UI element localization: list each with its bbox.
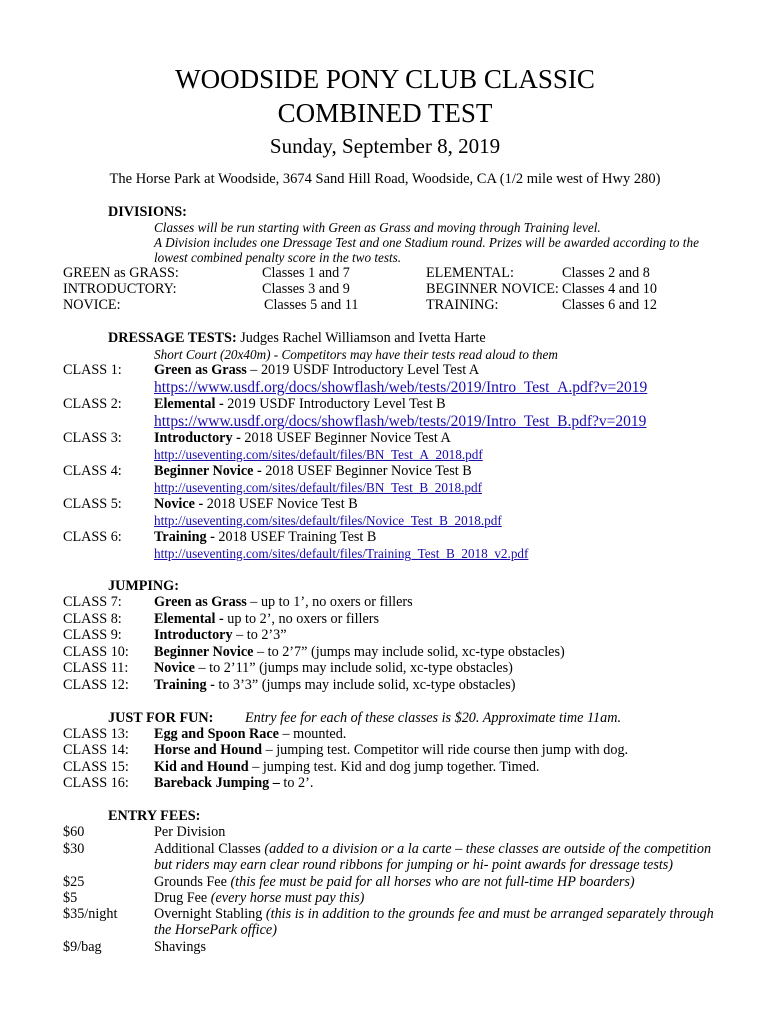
title-line-2: COMBINED TEST [277,98,493,128]
class-level: Training - [154,677,215,693]
class-description [154,660,513,677]
fees-heading: ENTRY FEES: [108,808,201,824]
dressage-heading: DRESSAGE TESTS: [108,330,237,346]
fee-amount: $5 [63,890,78,906]
class-description [154,742,628,759]
class-level: Green as Grass [154,594,247,610]
class-detail: – mounted. [278,726,347,742]
class-label: CLASS 2: [63,396,122,412]
class-height: to 3’3” (jumps may include solid, xc-type obstacles) [214,677,516,693]
class-description [154,396,446,413]
division-name: NOVICE: [63,297,121,313]
divisions-note-1: Classes will be run starting with Green as Grass and moving through Training level. [154,220,601,235]
division-name: BEGINNER NOVICE: [426,281,559,297]
class-level: Egg and Spoon Race [154,726,279,742]
fee-description [154,890,364,907]
division-classes: Classes 6 and 12 [562,297,657,313]
class-description [154,611,379,628]
class-description [154,775,313,792]
dressage-test-link[interactable]: https://www.usdf.org/docs/showflash/web/tests/2019/Intro_Test_A.pdf?v=2019 [154,379,648,396]
class-label: CLASS 10: [63,644,129,660]
fee-note-continued: but riders may earn clear round ribbons for jumping or hi- point awards for dressage tests) [154,857,674,873]
fee-note: (this fee must be paid for all horses who are not full-time HP boarders) [230,874,635,890]
fee-name: Shavings [154,939,207,955]
fee-description [154,939,206,956]
class-level: Introductory - [154,430,241,446]
dressage-test-link[interactable]: https://www.usdf.org/docs/showflash/web/tests/2019/Intro_Test_B.pdf?v=2019 [154,413,647,430]
class-label: CLASS 1: [63,362,122,378]
dressage-note: Short Court (20x40m) - Competitors may have their tests read aloud to them [154,347,558,362]
class-height: – to 2’3” [232,627,287,643]
class-level: Introductory [154,627,233,643]
venue-address: The Horse Park at Woodside, 3674 Sand Hill Road, Woodside, CA (1/2 mile west of Hwy 280) [109,171,661,187]
class-level: Beginner Novice [154,644,254,660]
class-test: 2018 USEF Beginner Novice Test A [240,430,451,446]
class-description [154,496,358,513]
dressage-heading-line [108,330,486,347]
divisions-heading: DIVISIONS: [108,204,187,220]
dressage-judges: Judges Rachel Williamson and Ivetta Harte [240,330,486,346]
class-label: CLASS 9: [63,627,122,643]
class-level: Horse and Hound [154,742,263,758]
division-classes: Classes 2 and 8 [562,265,650,281]
division-name: INTRODUCTORY: [63,281,177,297]
class-height: – to 2’11” (jumps may include solid, xc-type obstacles) [194,660,513,676]
dressage-test-link[interactable]: http://useventing.com/sites/default/files/BN_Test_A_2018.pdf [154,447,483,462]
division-name: GREEN as GRASS: [63,265,179,281]
fee-name: Drug Fee [154,890,211,906]
class-description [154,594,413,611]
class-test: – 2019 USDF Introductory Level Test A [246,362,480,378]
class-level: Kid and Hound [154,759,249,775]
fee-name: Overnight Stabling [154,906,266,922]
class-label: CLASS 5: [63,496,122,512]
class-description [154,430,451,447]
class-description [154,726,346,743]
class-label: CLASS 12: [63,677,129,693]
fee-amount: $60 [63,824,85,840]
fee-note: (this is in addition to the grounds fee and must be arranged separately through [265,906,714,922]
dressage-test-link[interactable]: http://useventing.com/sites/default/files/Novice_Test_B_2018.pdf [154,513,502,528]
class-level: Novice - [154,496,204,512]
class-description [154,677,515,694]
jumping-heading: JUMPING: [108,578,179,594]
class-label: CLASS 13: [63,726,129,742]
title-line-1: WOODSIDE PONY CLUB CLASSIC [175,64,595,94]
fee-name: Per Division [154,824,226,840]
class-detail: – jumping test. Kid and dog jump together. Timed. [248,759,540,775]
fee-note: (added to a division or a la carte – these classes are outside of the competition [264,841,712,857]
fee-amount: $25 [63,874,85,890]
fee-description [154,824,225,841]
fee-note-continued: the HorsePark office) [154,922,277,938]
fee-note: (every horse must pay this) [210,890,365,906]
class-description [154,627,287,644]
division-classes: Classes 1 and 7 [262,265,350,281]
class-description [154,759,539,776]
class-label: CLASS 4: [63,463,122,479]
class-level: Training - [154,529,215,545]
class-label: CLASS 3: [63,430,122,446]
class-label: CLASS 11: [63,660,129,676]
fee-name: Grounds Fee [154,874,231,890]
event-date: Sunday, September 8, 2019 [269,134,501,158]
class-level: Novice [154,660,195,676]
class-height: – up to 1’, no oxers or fillers [246,594,413,610]
division-classes: Classes 3 and 9 [262,281,350,297]
class-level: Bareback Jumping – [154,775,280,791]
class-description [154,463,472,480]
class-level: Elemental - [154,396,224,412]
class-label: CLASS 16: [63,775,129,791]
division-name: TRAINING: [426,297,499,313]
class-test: 2018 USEF Beginner Novice Test B [261,463,472,479]
divisions-note-2: A Division includes one Dressage Test and one Stadium round. Prizes will be awarded according to the [154,235,699,250]
fee-description [154,874,635,891]
class-label: CLASS 7: [63,594,122,610]
fee-description [154,841,711,858]
fun-note: Entry fee for each of these classes is $20. Approximate time 11am. [245,710,622,726]
class-test: 2018 USEF Training Test B [214,529,377,545]
fee-amount: $9/bag [63,939,102,955]
class-description [154,529,376,546]
division-classes: Classes 4 and 10 [562,281,657,297]
class-description [154,644,565,661]
class-level: Elemental - [154,611,224,627]
fee-name: Additional Classes [154,841,265,857]
class-height: up to 2’, no oxers or fillers [223,611,379,627]
class-label: CLASS 14: [63,742,129,758]
class-level: Green as Grass [154,362,247,378]
class-label: CLASS 15: [63,759,129,775]
class-description [154,362,479,379]
dressage-test-link[interactable]: http://useventing.com/sites/default/files/BN_Test_B_2018.pdf [154,480,482,495]
division-classes: Classes 5 and 11 [264,297,359,313]
divisions-note-3: lowest combined penalty score in the two tests. [154,250,402,265]
class-label: CLASS 6: [63,529,122,545]
class-label: CLASS 8: [63,611,122,627]
class-test: 2019 USDF Introductory Level Test B [223,396,446,412]
class-detail: – jumping test. Competitor will ride course then jump with dog. [262,742,629,758]
fee-amount: $30 [63,841,85,857]
fee-description [154,906,714,923]
fee-amount: $35/night [63,906,118,922]
division-name: ELEMENTAL: [426,265,514,281]
class-height: – to 2’7” (jumps may include solid, xc-type obstacles) [253,644,565,660]
class-detail: to 2’. [279,775,314,791]
fun-heading: JUST FOR FUN: [108,710,214,726]
dressage-test-link[interactable]: http://useventing.com/sites/default/files/Training_Test_B_2018_v2.pdf [154,546,529,561]
class-test: 2018 USEF Novice Test B [203,496,358,512]
class-level: Beginner Novice - [154,463,262,479]
